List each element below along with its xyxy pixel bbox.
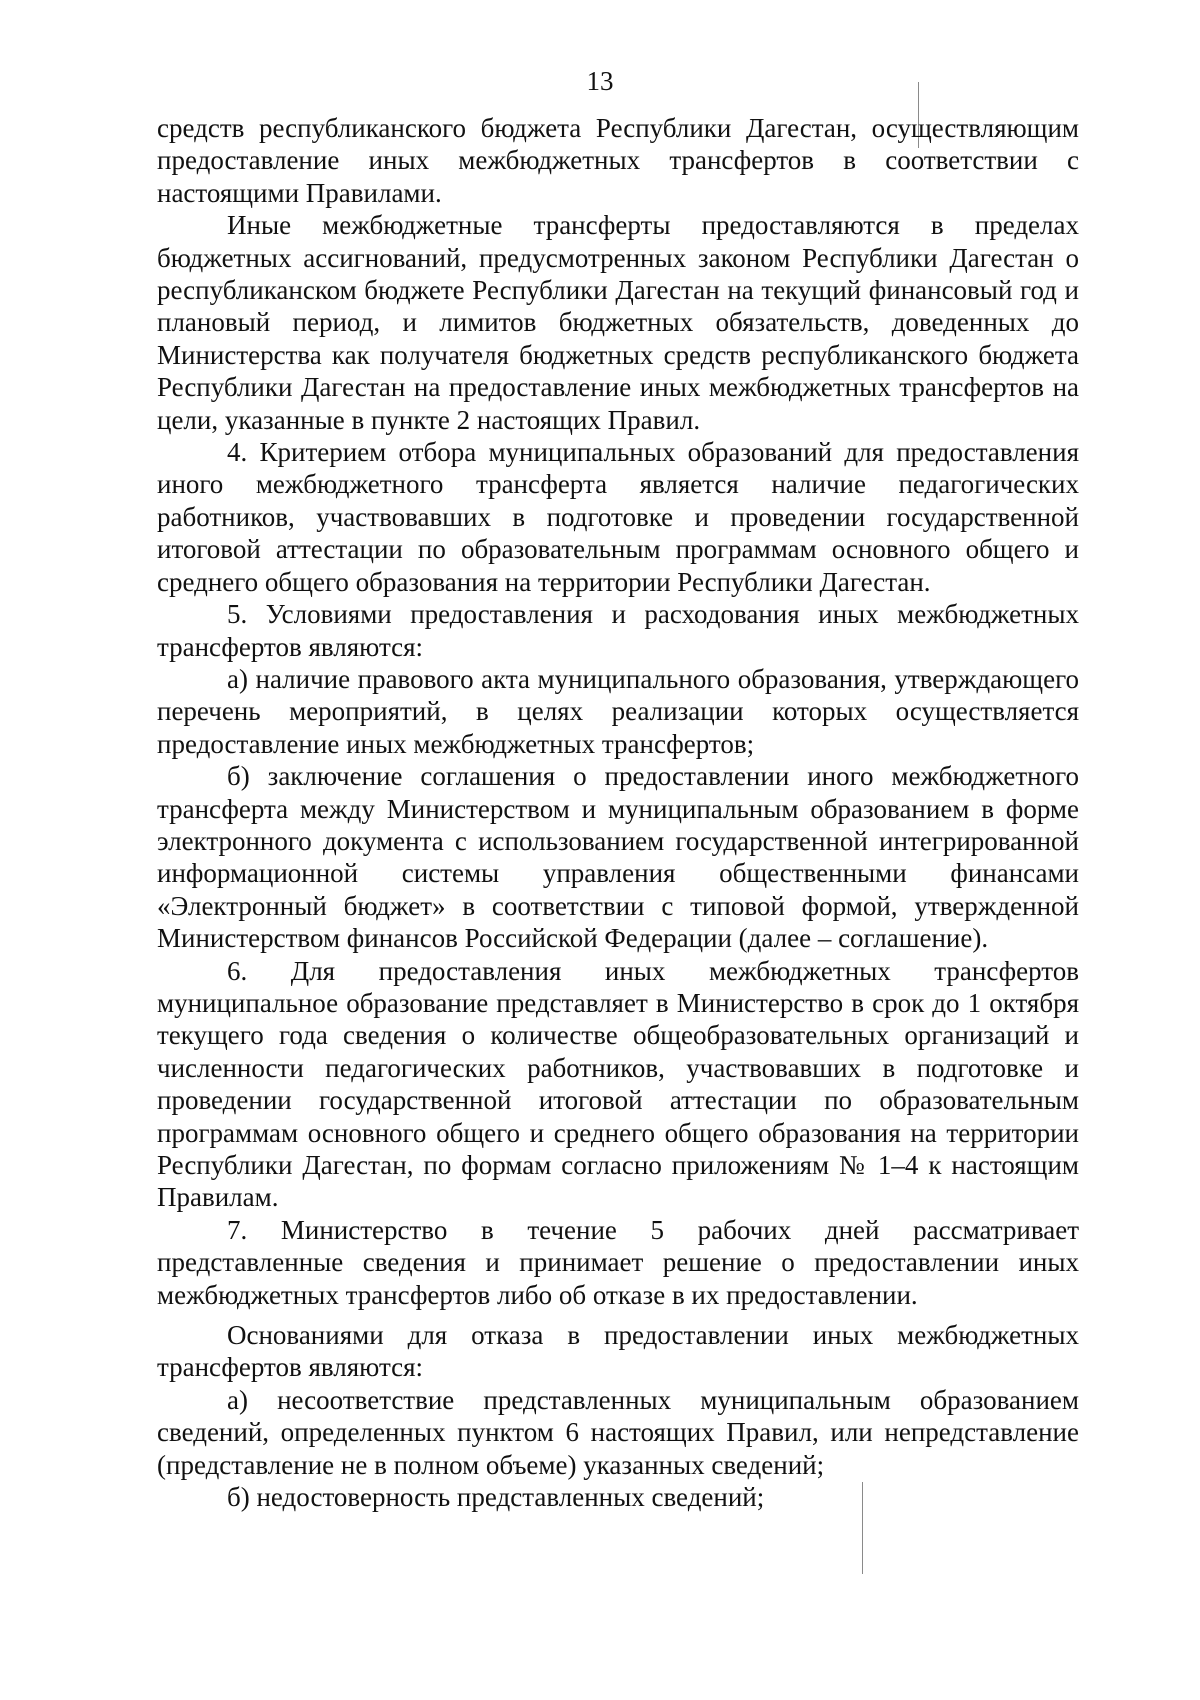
paragraph-item-5a: а) наличие правового акта муниципального образования, утверждающего перечень мероприятий, в целях реализации которых осуществляется предоставление иных межбюджетных трансфертов; [157, 663, 1079, 759]
paragraph-refusal-b: б) недостоверность представленных сведений; [227, 1482, 765, 1513]
paragraph-refusal-grounds: Основаниями для отказа в предоставлении иных межбюджетных трансфертов являются: [157, 1320, 1079, 1383]
document-body [157, 112, 1079, 1513]
paragraph-continuation: средств республиканского бюджета Республики Дагестан, осуществляющим предоставление иных межбюджетных трансфертов в соответствии с настоящими Правилами. [157, 113, 1079, 208]
paragraph-item-5: 5. Условиями предоставления и расходования иных межбюджетных трансфертов являются: [157, 599, 1079, 662]
paragraph-item-6: 6. Для предоставления иных межбюджетных трансфертов муниципальное образование представляет в Министерство в срок до 1 октября текущего года сведения о количестве общеобразовательных организаций и численности педагогических работников, участвовавших в подготовке и проведении государственной итоговой аттестации по образовательным программам основного общего и среднего общего образования на территории Республики Дагестан, по формам согласно приложениям № 1–4 к настоящим Правилам. [157, 955, 1079, 1213]
paragraph-transfers-limits: Иные межбюджетные трансферты предоставляются в пределах бюджетных ассигнований, предусмотренных законом Республики Дагестан о республиканском бюджете Республики Дагестан на текущий финансовый год и плановый период, и лимитов бюджетных обязательств, доведенных до Министерства как получателя бюджетных средств республиканского бюджета Республики Дагестан на предоставление иных межбюджетных трансфертов на цели, указанные в пункте 2 настоящих Правил. [157, 210, 1079, 435]
paragraph-item-4: 4. Критерием отбора муниципальных образований для предоставления иного межбюджетного трансферта является наличие педагогических работников, участвовавших в подготовке и проведении государственной итоговой аттестации по образовательным программам основного общего и среднего общего образования на территории Республики Дагестан. [157, 437, 1079, 597]
paragraph-refusal-a: а) несоответствие представленных муниципальным образованием сведений, определенных пунктом 6 настоящих Правил, или непредставление (представление не в полном объеме) указанных сведений; [157, 1384, 1079, 1480]
paragraph-item-7: 7. Министерство в течение 5 рабочих дней рассматривает представленные сведения и принимает решение о предоставлении иных межбюджетных трансфертов либо об отказе в их предоставлении. [157, 1214, 1079, 1310]
page-number: 13 [586, 66, 614, 96]
paragraph-item-5b: б) заключение соглашения о предоставлении иного межбюджетного трансферта между Министерством и муниципальным образованием в форме электронного документа с использованием государственной интегрированной информационной системы управления общественными финансами «Электронный бюджет» в соответствии с типовой формой, утвержденной Министерством финансов Российской Федерации (далее – соглашение). [157, 761, 1079, 954]
